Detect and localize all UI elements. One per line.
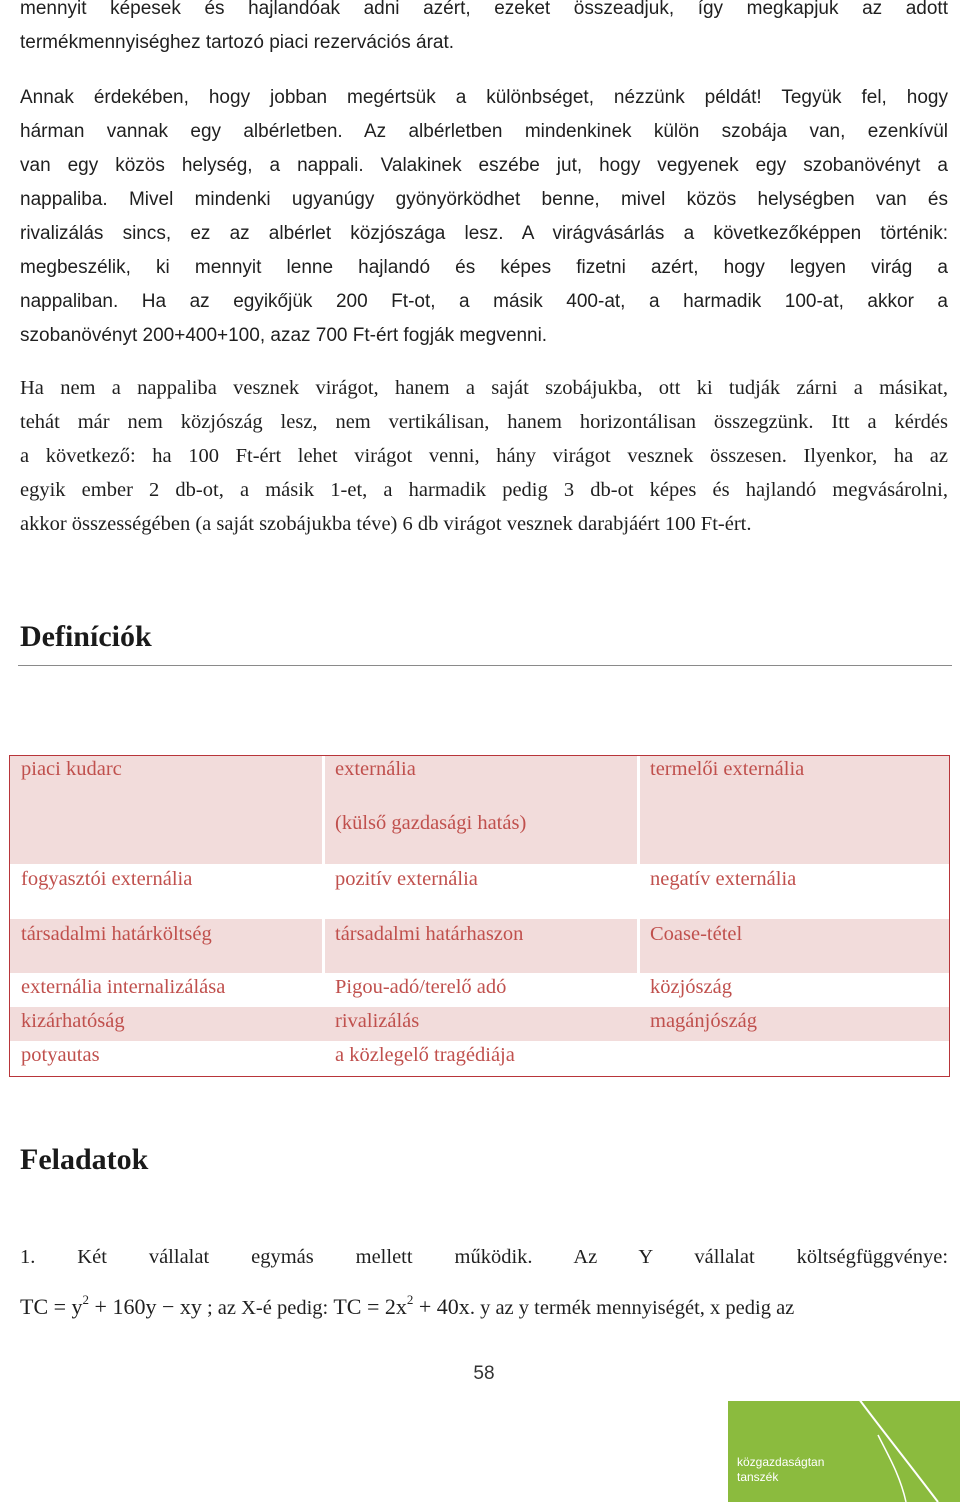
table-row (10, 864, 949, 919)
leaf-icon (728, 1395, 960, 1502)
formula-part: + 160y − xy (89, 1294, 202, 1319)
table-cell: negatív externália (650, 868, 797, 890)
text-line: szobanövényt 200+400+100, azaz 700 Ft-ért fogják megvenni. (20, 325, 548, 346)
table-cell: Pigou-adó/terelő adó (335, 976, 507, 998)
task-word: 1. (20, 1246, 36, 1268)
table-cell: fogyasztói externália (21, 868, 193, 890)
table-cell: magánjószág (650, 1010, 758, 1032)
task-1-line-1 (20, 1240, 948, 1274)
heading-rule (18, 665, 952, 666)
table-row (10, 973, 949, 1007)
text-line: egyik ember 2 db-ot, a másik 1-et, a harmadik pedig 3 db-ot képes és hajlandó megvásárolni, (20, 479, 948, 501)
formula-exponent: 2 (406, 1292, 414, 1307)
text-line: rivalizálás sincs, ez az albérlet közjószága lesz. A virágvásárlás a következőképpen történik: (20, 223, 948, 244)
tasks-heading: Feladatok (20, 1143, 149, 1176)
text-line: a következő: ha 100 Ft-ért lehet virágot venni, hány virágot vesznek összesen. Ilyenkor, ha az (20, 445, 948, 467)
column-separator (322, 756, 325, 973)
formula-x (333, 1294, 469, 1319)
task-word: vállalat (148, 1246, 210, 1268)
text-line: termékmennyiséghez tartozó piaci rezervációs árat. (20, 32, 455, 53)
formula-part: TC = y (20, 1294, 83, 1319)
formula-y (20, 1294, 202, 1319)
table-row (10, 1007, 949, 1041)
task-word: Az (573, 1246, 598, 1268)
table-cell: Coase-tétel (650, 923, 743, 945)
text-line: mennyit képesek és hajlandóak adni azért, ezeket összeadjuk, így megkapjuk az adott (20, 0, 948, 19)
table-cell: kizárhatóság (21, 1010, 125, 1032)
table-cell: társadalmi határhaszon (335, 923, 524, 945)
table-cell: potyautas (21, 1044, 100, 1066)
task-word: mellett (355, 1246, 413, 1268)
table-row (10, 919, 949, 973)
table-cell: externália internalizálása (21, 976, 226, 998)
department-logo (728, 1395, 960, 1502)
task-text: ; az X-é pedig: (206, 1297, 329, 1319)
formula-exponent: 2 (82, 1292, 90, 1307)
text-line: nappaliban. Ha az egyikőjük 200 Ft-ot, a másik 400-at, a harmadik 100-at, akkor a (20, 291, 948, 312)
text-line: Ha nem a nappaliba vesznek virágot, hanem a saját szobájukba, ott ki tudják zárni a másikat, (20, 377, 948, 399)
table-cell: externália (335, 758, 416, 780)
text-line: akkor összességében (a saját szobájukba téve) 6 db virágot vesznek darabjáért 100 Ft-ért. (20, 513, 752, 535)
text-line: nappaliba. Mivel mindenki ugyanúgy gyönyörködhet benne, mivel közös helységben van és (20, 189, 948, 210)
table-cell: a közlegelő tragédiája (335, 1044, 515, 1066)
task-word: költségfüggvénye: (796, 1246, 949, 1268)
task-1-line-2 (20, 1283, 948, 1325)
paragraph-1 (20, 0, 948, 60)
table-cell: termelői externália (650, 758, 805, 780)
task-word: egymás (251, 1246, 314, 1268)
definitions-heading: Definíciók (20, 620, 152, 653)
task-text: . y az y termék mennyiségét, x pedig az (469, 1297, 795, 1319)
text-line: tehát már nem közjószág lesz, nem vertikálisan, hanem horizontálisan összegzünk. Itt a kérdés (20, 411, 948, 433)
paragraph-2 (20, 81, 948, 353)
table-cell: (külső gazdasági hatás) (335, 812, 527, 834)
text-line: van egy közös helység, a nappali. Valakinek eszébe jut, hogy vegyenek egy szobanövényt a (20, 155, 948, 176)
text-line: Annak érdekében, hogy jobban megértsük a különbséget, nézzünk példát! Tegyük fel, hogy (20, 87, 948, 108)
task-word: működik. (454, 1246, 533, 1268)
text-line: megbeszélik, ki mennyit lenne hajlandó és képes fizetni azért, hogy legyen virág a (20, 257, 948, 278)
task-word: Két (77, 1246, 107, 1268)
task-word: vállalat (694, 1246, 755, 1268)
formula-part: TC = 2x (333, 1294, 407, 1319)
table-row (10, 1041, 949, 1075)
logo-line: tanszék (737, 1470, 779, 1484)
table-cell: piaci kudarc (21, 758, 122, 780)
logo-text (737, 1455, 824, 1485)
page-number: 58 (473, 1363, 495, 1384)
table-cell: rivalizálás (335, 1010, 420, 1032)
table-cell: társadalmi határköltség (21, 923, 212, 945)
column-separator (637, 756, 640, 973)
table-cell: közjószág (650, 976, 732, 998)
formula-part: + 40x (413, 1294, 470, 1319)
table-cell: pozitív externália (335, 868, 478, 890)
definitions-table (9, 755, 950, 1077)
paragraph-3 (20, 371, 948, 541)
logo-line: közgazdaságtan (737, 1455, 825, 1469)
text-line: hárman vannak egy albérletben. Az albérletben mindenkinek külön szobája van, ezenkívül (20, 121, 948, 142)
task-word: Y (638, 1246, 653, 1268)
table-row (10, 756, 949, 864)
